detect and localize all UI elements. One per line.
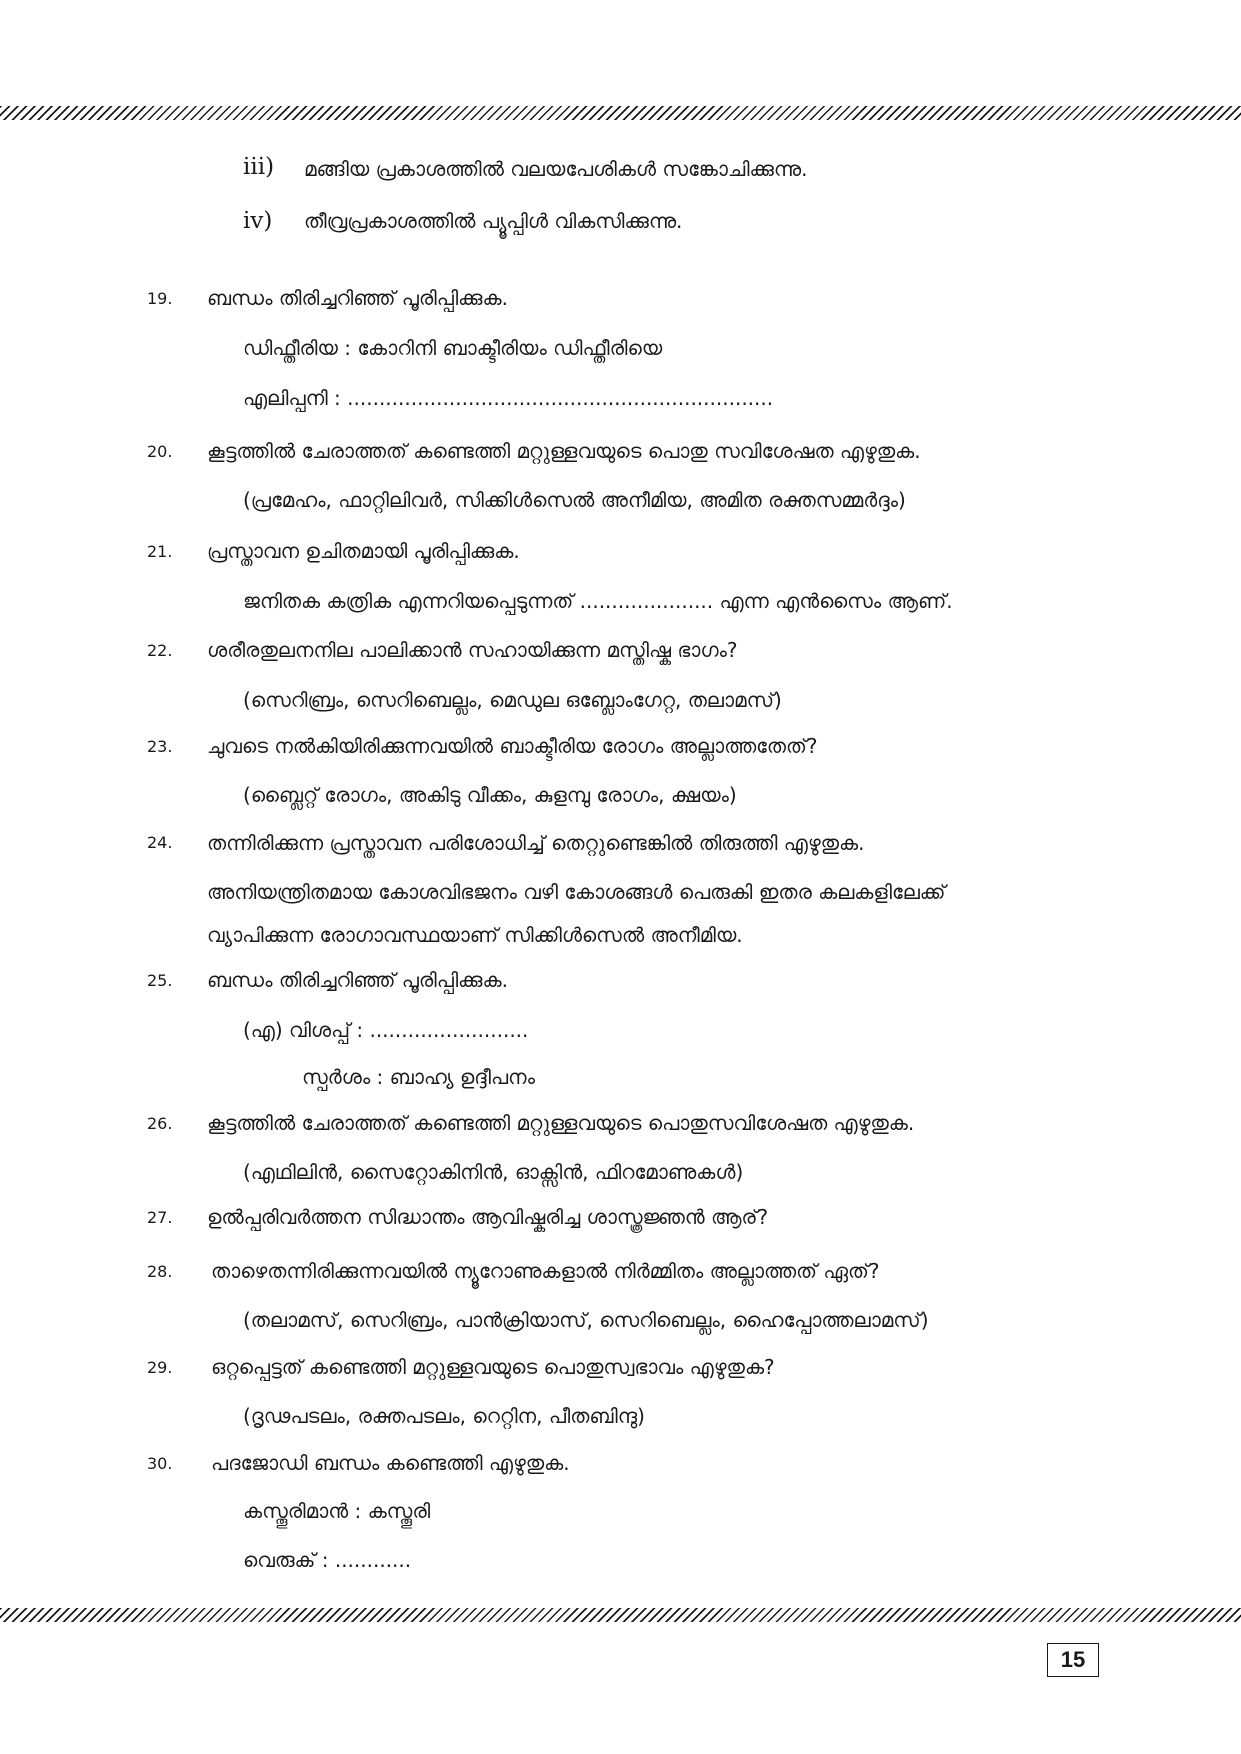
statement-line: അനിയന്ത്രിതമായ കോശവിഭജനം വഴി കോശങ്ങൾ പെരുകി ഇതര കലകളിലേക്ക് [207, 880, 946, 904]
question-number: 28. [147, 1262, 173, 1281]
fill-blank-line: എലിപ്പനി : ................................................................... [243, 386, 774, 410]
item-label: iii) [243, 154, 275, 180]
page-number: 15 [1047, 1643, 1099, 1677]
item-label: iv) [243, 208, 273, 234]
question-number: 30. [147, 1454, 173, 1473]
options-line: (സെറിബ്രം, സെറിബെല്ലം, മെഡുല ഒബ്ലോംഗേറ്റ, തലാമസ്) [243, 688, 782, 712]
options-line: (ദൃഢപടലം, രക്തപടലം, റെറ്റിന, പീതബിന്ദു) [243, 1404, 645, 1428]
question-number: 26. [147, 1114, 173, 1133]
statement-line: വ്യാപിക്കുന്ന രോഗാവസ്ഥയാണ് സിക്കിൾസെൽ അനീമിയ. [207, 923, 743, 947]
options-line: (ബ്ലൈറ്റ് രോഗം, അകിടു വീക്കം, കുളമ്പു രോഗം, ക്ഷയം) [243, 783, 737, 807]
answer-line: കസ്തൂരിമാൻ : കസ്തൂരി [243, 1499, 431, 1523]
top-hatched-border [0, 106, 1241, 120]
question-text: ഒറ്റപ്പെട്ടത് കണ്ടെത്തി മറ്റുള്ളവയുടെ പൊതുസ്വഭാവം എഴുതുക? [211, 1355, 775, 1379]
question-number: 27. [147, 1208, 173, 1227]
question-number: 19. [147, 289, 173, 308]
question-number: 22. [147, 641, 173, 660]
question-text: ഉൽപ്പരിവർത്തന സിദ്ധാന്തം ആവിഷ്കരിച്ച ശാസ്ത്രജ്ഞൻ ആര്? [207, 1205, 769, 1229]
item-text: മങ്ങിയ പ്രകാശത്തിൽ വലയപേശികൾ സങ്കോചിക്കുന്നു. [304, 157, 808, 181]
question-text: ചുവടെ നൽകിയിരിക്കുന്നവയിൽ ബാക്ടീരിയ രോഗം അല്ലാത്തതേത്? [207, 734, 818, 758]
question-number: 24. [147, 833, 173, 852]
fill-blank-line: വെരുക് : ............ [243, 1548, 412, 1572]
bottom-hatched-border [0, 1608, 1241, 1622]
question-text: കൂട്ടത്തിൽ ചേരാത്തത് കണ്ടെത്തി മറ്റുള്ളവയുടെ പൊതു സവിശേഷത എഴുതുക. [207, 439, 921, 463]
options-line: (തലാമസ്, സെറിബ്രം, പാൻക്രിയാസ്, സെറിബെല്ലം, ഹൈപ്പോത്തലാമസ്) [243, 1308, 929, 1332]
item-text: തീവ്രപ്രകാശത്തിൽ പ്യൂപ്പിൾ വികസിക്കുന്നു. [304, 209, 683, 233]
fill-blank-line: ജനിതക കത്രിക എന്നറിയപ്പെടുന്നത് ..................... എന്ന എൻസൈം ആണ്. [243, 589, 953, 613]
question-number: 29. [147, 1358, 173, 1377]
question-text: കൂട്ടത്തിൽ ചേരാത്തത് കണ്ടെത്തി മറ്റുള്ളവയുടെ പൊതുസവിശേഷത എഴുതുക. [207, 1111, 915, 1135]
question-text: പ്രസ്താവന ഉചിതമായി പൂരിപ്പിക്കുക. [207, 539, 520, 563]
question-text: പദജോഡി ബന്ധം കണ്ടെത്തി എഴുതുക. [211, 1451, 570, 1475]
question-text: ശരീരതുലനനില പാലിക്കാൻ സഹായിക്കുന്ന മസ്തിഷ്ക ഭാഗം? [207, 638, 738, 662]
question-text: തന്നിരിക്കുന്ന പ്രസ്താവന പരിശോധിച്ച് തെറ്റുണ്ടെങ്കിൽ തിരുത്തി എഴുതുക. [207, 831, 865, 855]
question-number: 23. [147, 737, 173, 756]
options-line: (പ്രമേഹം, ഫാറ്റിലിവർ, സിക്കിൾസെൽ അനീമിയ, അമിത രക്തസമ്മർദ്ദം) [243, 488, 906, 512]
answer-line: സ്പർശം : ബാഹ്യ ഉദ്ദീപനം [302, 1065, 535, 1089]
answer-line: ഡിഫ്തീരിയ : കോറിനി ബാക്ടീരിയം ഡിഫ്തീരിയെ [243, 336, 663, 360]
question-number: 25. [147, 971, 173, 990]
question-number: 20. [147, 442, 173, 461]
fill-blank-line: (എ) വിശപ്പ് : ......................... [243, 1018, 529, 1042]
question-text: ബന്ധം തിരിച്ചറിഞ്ഞ് പൂരിപ്പിക്കുക. [207, 968, 508, 992]
question-number: 21. [147, 542, 173, 561]
options-line: (എഥിലിൻ, സൈറ്റോകിനിൻ, ഓക്സിൻ, ഫിറമോണുകൾ) [243, 1160, 744, 1184]
question-text: താഴെതന്നിരിക്കുന്നവയിൽ ന്യൂറോണുകളാൽ നിർമ്മിതം അല്ലാത്തത് ഏത്? [211, 1259, 880, 1283]
question-text: ബന്ധം തിരിച്ചറിഞ്ഞ് പൂരിപ്പിക്കുക. [207, 286, 508, 310]
